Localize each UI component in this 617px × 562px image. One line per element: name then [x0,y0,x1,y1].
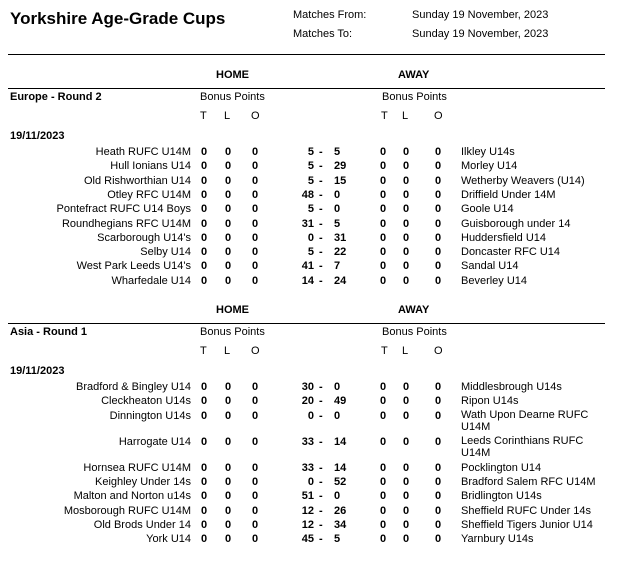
away-losing-bonus: 0 [402,246,410,259]
home-other-bonus: 0 [251,231,259,244]
home-team-name: Bradford & Bingley U14 [76,381,191,393]
score-separator: - [319,246,323,259]
away-score: 0 [334,188,341,201]
score-separator: - [319,533,323,546]
away-bonus-points-label: Bonus Points [382,326,447,338]
away-tries: 0 [379,274,387,287]
home-other-bonus: 0 [251,533,259,546]
home-bonus-points-label: Bonus Points [200,326,265,338]
home-l-header: L [224,345,231,357]
away-score: 0 [334,490,341,503]
away-tries: 0 [379,490,387,503]
match-row [0,394,617,408]
away-other-bonus: 0 [434,461,442,474]
home-other-bonus: 0 [251,260,259,273]
away-score: 0 [334,409,341,422]
match-row [0,274,617,288]
home-team-name: Heath RUFC U14M [95,146,191,158]
home-l-header: L [224,110,231,122]
away-score: 0 [334,203,341,216]
home-o-header: O [251,110,260,122]
away-other-bonus: 0 [434,504,442,517]
home-team-name: Malton and Norton u14s [73,490,191,503]
away-team-name: Driffield Under 14M [461,188,556,201]
home-losing-bonus: 0 [224,533,232,546]
score-separator: - [319,188,323,201]
match-row [0,408,617,433]
home-losing-bonus: 0 [224,395,232,408]
home-other-bonus: 0 [251,490,259,503]
home-tries: 0 [200,188,208,201]
section-title: Asia - Round 1 [10,326,88,338]
home-score: 5 [307,246,314,259]
home-score: 5 [307,203,314,216]
home-tries: 0 [200,409,208,422]
away-losing-bonus: 0 [402,533,410,546]
match-row [0,461,617,475]
away-losing-bonus: 0 [402,203,410,216]
home-column-header: HOME [216,304,249,316]
home-score: 20 [301,395,314,408]
home-tries: 0 [200,533,208,546]
match-date: 19/11/2023 [10,365,65,377]
home-team-name: Dinnington U14s [109,409,191,422]
home-team-name: Roundhegians RFC U14M [61,217,191,230]
home-losing-bonus: 0 [224,435,232,448]
home-tries: 0 [200,203,208,216]
home-tries: 0 [200,217,208,230]
section-title: Europe - Round 2 [10,91,102,103]
away-score: 5 [334,217,341,230]
score-separator: - [319,475,323,488]
away-other-bonus: 0 [434,160,442,173]
score-separator: - [319,174,323,187]
away-tries: 0 [379,246,387,259]
score-separator: - [319,274,323,287]
score-separator: - [319,203,323,216]
away-other-bonus: 0 [434,146,442,158]
away-team-name: Middlesbrough U14s [461,381,562,393]
home-tries: 0 [200,395,208,408]
home-losing-bonus: 0 [224,381,232,393]
home-score: 12 [301,504,314,517]
away-o-header: O [434,110,443,122]
home-t-header: T [200,110,207,122]
matches-to-label: Matches To: [293,28,353,40]
away-losing-bonus: 0 [402,518,410,531]
home-score: 5 [307,160,314,173]
matches-from-value: Sunday 19 November, 2023 [412,9,549,21]
away-losing-bonus: 0 [402,231,410,244]
match-row [0,518,617,532]
away-column-header: AWAY [398,69,430,81]
away-score: 26 [334,504,347,517]
home-other-bonus: 0 [251,409,259,422]
score-separator: - [319,381,323,393]
away-losing-bonus: 0 [402,174,410,187]
away-other-bonus: 0 [434,246,442,259]
home-tries: 0 [200,475,208,488]
away-l-header: L [402,345,409,357]
home-tries: 0 [200,174,208,187]
match-row [0,231,617,245]
match-date: 19/11/2023 [10,130,65,142]
away-losing-bonus: 0 [402,435,410,448]
away-score: 34 [334,518,347,531]
away-score: 22 [334,246,347,259]
match-row [0,475,617,489]
home-other-bonus: 0 [251,395,259,408]
home-team-name: Old Rishworthian U14 [84,174,191,187]
match-row [0,202,617,216]
away-losing-bonus: 0 [402,409,410,422]
home-other-bonus: 0 [251,146,259,158]
home-tries: 0 [200,504,208,517]
away-losing-bonus: 0 [402,217,410,230]
home-team-name: Selby U14 [140,246,191,259]
away-team-name: Wetherby Weavers (U14) [461,174,585,187]
home-team-name: Hull Ionians U14 [110,160,191,173]
home-score: 30 [301,381,314,393]
away-score: 7 [334,260,341,273]
score-separator: - [319,260,323,273]
away-tries: 0 [379,395,387,408]
away-t-header: T [381,110,388,122]
home-losing-bonus: 0 [224,274,232,287]
section-divider [8,88,605,89]
away-team-name: Ripon U14s [461,395,519,408]
away-losing-bonus: 0 [402,504,410,517]
away-team-name: Huddersfield U14 [461,231,546,244]
away-score: 15 [334,174,347,187]
away-score: 29 [334,160,347,173]
home-team-name: Harrogate U14 [118,435,191,448]
away-o-header: O [434,345,443,357]
score-separator: - [319,395,323,408]
home-losing-bonus: 0 [224,146,232,158]
match-row [0,174,617,188]
away-losing-bonus: 0 [402,395,410,408]
home-score: 5 [307,174,314,187]
home-team-name: Keighley Under 14s [94,475,191,488]
home-tries: 0 [200,490,208,503]
home-score: 33 [301,435,314,448]
home-tries: 0 [200,260,208,273]
away-team-name: Wath Upon Dearne RUFC U14M [461,408,589,433]
match-row [0,504,617,518]
home-losing-bonus: 0 [224,490,232,503]
away-tries: 0 [379,146,387,158]
home-other-bonus: 0 [251,203,259,216]
home-losing-bonus: 0 [224,174,232,187]
home-tries: 0 [200,146,208,158]
away-tries: 0 [379,461,387,474]
away-other-bonus: 0 [434,435,442,448]
away-score: 49 [334,395,347,408]
home-losing-bonus: 0 [224,246,232,259]
home-losing-bonus: 0 [224,231,232,244]
away-losing-bonus: 0 [402,381,410,393]
home-score: 0 [307,475,314,488]
home-other-bonus: 0 [251,461,259,474]
away-other-bonus: 0 [434,231,442,244]
away-other-bonus: 0 [434,475,442,488]
away-score: 0 [334,381,341,393]
away-tries: 0 [379,174,387,187]
match-row [0,217,617,231]
away-score: 24 [334,274,347,287]
matches-to-value: Sunday 19 November, 2023 [412,28,549,40]
away-tries: 0 [379,160,387,173]
match-row [0,188,617,202]
home-losing-bonus: 0 [224,260,232,273]
away-other-bonus: 0 [434,260,442,273]
home-losing-bonus: 0 [224,188,232,201]
score-separator: - [319,518,323,531]
home-tries: 0 [200,246,208,259]
match-row [0,489,617,503]
home-team-name: Pontefract RUFC U14 Boys [56,203,191,216]
away-team-name: Sandal U14 [461,260,519,273]
home-column-header: HOME [216,69,249,81]
away-other-bonus: 0 [434,381,442,393]
away-losing-bonus: 0 [402,274,410,287]
home-other-bonus: 0 [251,504,259,517]
away-team-name: Sheffield RUFC Under 14s [461,504,592,517]
home-team-name: West Park Leeds U14's [76,260,191,273]
home-losing-bonus: 0 [224,518,232,531]
away-losing-bonus: 0 [402,146,410,158]
away-tries: 0 [379,260,387,273]
away-team-name: Morley U14 [461,160,518,173]
score-separator: - [319,146,323,158]
away-losing-bonus: 0 [402,188,410,201]
away-team-name: Doncaster RFC U14 [461,246,561,259]
away-column-header: AWAY [398,304,430,316]
home-tries: 0 [200,461,208,474]
home-tries: 0 [200,518,208,531]
away-team-name: Sheffield Tigers Junior U14 [461,518,593,531]
home-tries: 0 [200,231,208,244]
away-other-bonus: 0 [434,188,442,201]
home-score: 51 [301,490,314,503]
away-tries: 0 [379,504,387,517]
section-divider [8,323,605,324]
home-team-name: Old Brods Under 14 [93,518,191,531]
away-tries: 0 [379,203,387,216]
away-t-header: T [381,345,388,357]
away-losing-bonus: 0 [402,461,410,474]
home-other-bonus: 0 [251,274,259,287]
away-team-name: Leeds Corinthians RUFC U14M [461,434,584,459]
away-other-bonus: 0 [434,395,442,408]
home-losing-bonus: 0 [224,160,232,173]
away-score: 14 [334,435,347,448]
home-score: 48 [301,188,314,201]
match-row [0,145,617,159]
home-tries: 0 [200,381,208,393]
home-other-bonus: 0 [251,381,259,393]
away-tries: 0 [379,518,387,531]
home-score: 33 [301,461,314,474]
home-other-bonus: 0 [251,518,259,531]
away-tries: 0 [379,435,387,448]
home-t-header: T [200,345,207,357]
away-tries: 0 [379,188,387,201]
away-other-bonus: 0 [434,490,442,503]
away-team-name: Bridlington U14s [461,490,542,503]
home-team-name: Hornsea RUFC U14M [83,461,191,474]
score-separator: - [319,490,323,503]
match-row [0,159,617,173]
away-tries: 0 [379,217,387,230]
away-losing-bonus: 0 [402,260,410,273]
away-team-name: Pocklington U14 [461,461,542,474]
away-tries: 0 [379,409,387,422]
match-row [0,245,617,259]
home-losing-bonus: 0 [224,409,232,422]
away-team-name: Guisborough under 14 [461,217,571,230]
score-separator: - [319,217,323,230]
score-separator: - [319,461,323,474]
score-separator: - [319,435,323,448]
home-team-name: Wharfedale U14 [111,274,191,287]
home-losing-bonus: 0 [224,461,232,474]
away-losing-bonus: 0 [402,160,410,173]
away-other-bonus: 0 [434,217,442,230]
home-losing-bonus: 0 [224,217,232,230]
home-other-bonus: 0 [251,160,259,173]
away-tries: 0 [379,381,387,393]
header-divider [8,54,605,55]
away-team-name: Ilkley U14s [461,146,515,158]
home-score: 14 [301,274,314,287]
home-losing-bonus: 0 [224,504,232,517]
away-bonus-points-label: Bonus Points [382,91,447,103]
match-row [0,380,617,394]
match-row [0,434,617,459]
score-separator: - [319,409,323,422]
away-other-bonus: 0 [434,203,442,216]
away-l-header: L [402,110,409,122]
home-team-name: York U14 [146,533,191,546]
away-other-bonus: 0 [434,518,442,531]
home-other-bonus: 0 [251,188,259,201]
away-score: 14 [334,461,347,474]
match-row [0,259,617,273]
score-separator: - [319,231,323,244]
home-team-name: Otley RFC U14M [107,188,191,201]
home-tries: 0 [200,274,208,287]
home-other-bonus: 0 [251,217,259,230]
away-losing-bonus: 0 [402,490,410,503]
home-o-header: O [251,345,260,357]
score-separator: - [319,504,323,517]
home-score: 41 [301,260,314,273]
home-tries: 0 [200,435,208,448]
home-score: 31 [301,217,314,230]
home-score: 0 [307,409,314,422]
home-team-name: Cleckheaton U14s [101,395,191,408]
home-team-name: Scarborough U14's [97,231,191,244]
away-score: 5 [334,533,341,546]
away-other-bonus: 0 [434,274,442,287]
away-other-bonus: 0 [434,533,442,546]
match-row [0,532,617,546]
home-other-bonus: 0 [251,435,259,448]
away-team-name: Goole U14 [461,203,514,216]
away-tries: 0 [379,533,387,546]
away-other-bonus: 0 [434,409,442,422]
home-bonus-points-label: Bonus Points [200,91,265,103]
away-tries: 0 [379,475,387,488]
away-other-bonus: 0 [434,174,442,187]
home-other-bonus: 0 [251,174,259,187]
home-losing-bonus: 0 [224,203,232,216]
home-tries: 0 [200,160,208,173]
home-other-bonus: 0 [251,246,259,259]
matches-from-label: Matches From: [293,9,367,21]
score-separator: - [319,160,323,173]
home-losing-bonus: 0 [224,475,232,488]
home-score: 12 [301,518,314,531]
away-losing-bonus: 0 [402,475,410,488]
home-team-name: Mosborough RUFC U14M [63,504,191,517]
away-tries: 0 [379,231,387,244]
home-score: 0 [307,231,314,244]
home-score: 5 [307,146,314,158]
away-score: 31 [334,231,347,244]
away-team-name: Beverley U14 [461,274,528,287]
page-title: Yorkshire Age-Grade Cups [10,9,226,28]
home-score: 45 [301,533,314,546]
away-score: 52 [334,475,347,488]
away-score: 5 [334,146,341,158]
home-other-bonus: 0 [251,475,259,488]
away-team-name: Bradford Salem RFC U14M [461,475,596,488]
away-team-name: Yarnbury U14s [461,533,534,546]
